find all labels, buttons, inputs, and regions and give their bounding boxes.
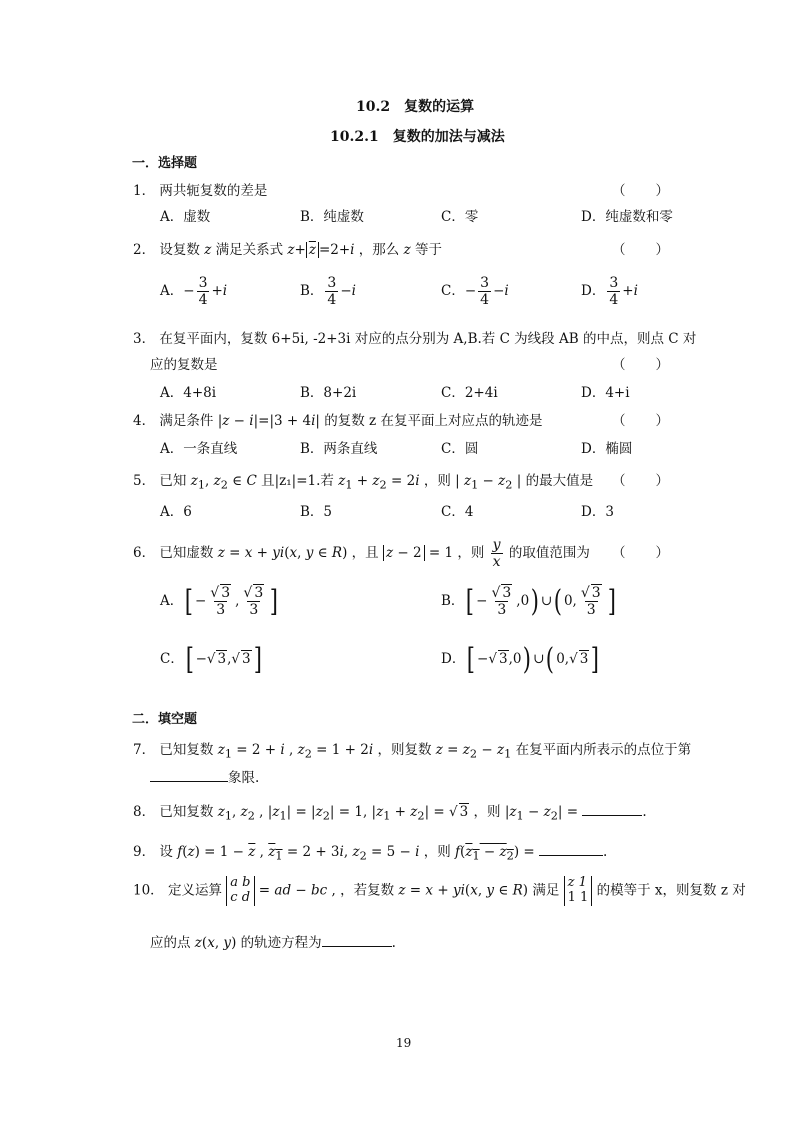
option-d: D．椭圆 [581,441,633,457]
question-text-post: ，则 [457,545,485,561]
option-d: D．3 [581,504,614,520]
option-b: B．8+2i [300,385,357,401]
chapter-title: 10.2 复数的运算 [356,99,475,115]
math-expr: $z = z_2 - z_1$ [435,742,512,761]
math-fraction: $\frac{y}{x}$ [492,537,501,570]
option-d: D．纯虚数和零 [581,209,673,225]
option-d: D． $\frac{3}{4}$ +i [581,275,638,308]
question-7 [133,738,691,761]
question-text-pre: 定义运算 [167,882,222,899]
question-number: 7． [133,742,156,758]
math-target: $|z_1 - z_2|$ = [504,804,579,823]
question-text-mid2: 满足 [532,882,560,899]
answer-paren: （ ） [612,183,670,199]
math-abs: | $z_1 - z_2$ | [455,473,526,492]
question-5 [133,469,593,492]
option-b: B．[ − $\frac{√ 3}{3}$ ,0) ∪( 0, $\frac{√ 3}{3}$ ] [441,584,616,619]
question-text-post: 在复平面内所表示的点位于第 [515,742,692,758]
question-6 [133,538,590,569]
math-condition: z − 2 = 1 [383,545,453,561]
answer-paren: （ ） [612,357,670,373]
question-9: 9． 设 $f(z) = 1 - \overline{z}$ , $z_1 = 2 + 3i$, $z_2 = 5 - i$ ，则 $f(z_1 - z_2)$ = . [133,844,608,863]
option-d: D．[ −√ 3,0) ∪( 0,√ 3] [441,642,600,677]
option-c: C．零 [441,209,479,225]
math-definitions: $f(z) = 1 - \overline{z}$ , $z_1 = 2 + 3i$, $z_2 = 5 - i$ [177,844,420,863]
option-c: C．圆 [441,441,479,457]
math-z: z [204,242,216,258]
math-def: = ad − bc , [258,882,341,899]
question-number: 3． [133,331,156,347]
question-text-post: 的复数 z 在复平面上对应点的轨迹是 [324,413,543,429]
option-c: C．4 [441,504,474,520]
option-a: A．4+8i [160,385,217,401]
question-text-mid: ，且 [351,545,379,561]
question-text-pre: 满足条件 [159,413,214,429]
option-b: B． $\frac{3}{4}$ −i [300,275,356,308]
section-title: 10.2.1 复数的加法与减法 [330,129,505,145]
option-b: B．纯虚数 [300,209,364,225]
question-2 [133,238,442,258]
option-a: A．虚数 [160,209,211,225]
question-text-end: 的最大值是 [525,473,594,489]
option-c: C．[ −√ 3,√ 3] [160,642,262,677]
math-z: z [403,242,415,258]
question-text-mid: 满足关系式 [215,242,284,258]
question-text-post: 的模等于 x，则复数 z 对 [596,882,746,899]
math-set: $z_1$, $z_2$ ∈ C [190,473,257,492]
question-text-pre: 已知虚数 [159,545,214,561]
option-a: A．6 [160,504,192,520]
math-condition: |z − i|=|3 + 4i| [217,413,325,429]
page-number: 19 [396,1036,412,1050]
answer-blank[interactable] [539,855,603,856]
math-equation: $z_1 + z_2 = 2i$ [338,473,420,492]
question-text-pre: 设 [159,844,173,860]
question-text: 在复平面内，复数 6+5i, -2+3i 对应的点分别为 A,B.若 C 为线段 AB 的中点，则点 C 对 [159,331,697,347]
question-8: 8． 已知复数 $z_1$, $z_2$ , $|z_1| = |z_2| = 1$, $|z_1 + z_2|$ = √ 3 ，则 $|z_1 - z_2|$ = . [133,804,647,823]
answer-blank[interactable] [150,781,228,782]
question-number: 10． [133,882,164,899]
question-number: 6． [133,545,156,561]
question-text-post: ，那么 [358,242,400,258]
question-number: 5． [133,473,156,489]
math-conditions: $z_1$, $z_2$ , $|z_1| = |z_2| = 1$, $|z_1 + z_2|$ = √ 3 [217,804,469,823]
option-b: B．两条直线 [300,441,378,457]
math-equation: $z+ \overline{z} =2+i$ [287,242,355,258]
question-7-line2: 象限. [150,766,259,786]
question-text-mid: 且|z₁|=1.若 [261,473,334,489]
option-c: C．2+4i [441,385,498,401]
question-text-post: ，则 [473,804,501,820]
math-z-def: z = x + yi(x, y ∈ R) [217,545,348,561]
question-1 [133,179,267,199]
answer-paren: （ ） [612,242,670,258]
question-number: 1． [133,183,156,199]
question-10 [133,876,746,906]
option-a: A．[ − $\frac{√ 3}{3}$ , $\frac{√ 3}{3}$ ] [160,584,279,619]
answer-paren: （ ） [612,413,670,429]
question-text: 两共轭复数的差是 [159,183,268,199]
math-values: $z_1 = 2 + i$ , $z_2 = 1 + 2i$ [217,742,374,761]
question-number: 2． [133,242,156,258]
question-text-pre: 已知复数 [159,804,214,820]
answer-paren: （ ） [612,545,670,561]
question-text-mid: ，若复数 [340,882,395,899]
question-number: 8． [133,804,156,820]
option-a: A．一条直线 [160,441,238,457]
part1-heading: 一．选择题 [132,156,198,171]
determinant: a b c d [226,876,254,906]
question-text-pre: 已知复数 [159,742,214,758]
answer-paren: （ ） [612,473,670,489]
question-text-end: 的取值范围为 [508,545,590,561]
question-number: 9． [133,844,156,860]
part2-heading: 二．填空题 [132,712,198,727]
question-3 [133,327,696,347]
determinant-z: z 1 1 1 [564,876,593,906]
option-a: A．− $\frac{3}{4}$ +i [160,275,228,308]
math-z-def: z = x + yi(x, y ∈ R) [398,882,533,899]
answer-blank[interactable] [582,815,642,816]
question-text-pre: 已知 [159,473,187,489]
option-c: C．− $\frac{3}{4}$ −i [441,275,509,308]
question-10-line2: 应的点 z(x, y) 的轨迹方程为 . [150,935,396,951]
question-text-post: ，则 [423,844,451,860]
math-target: $f(z_1 - z_2)$ = [455,844,535,863]
question-number: 4． [133,413,156,429]
question-text-mid: ，则复数 [377,742,432,758]
option-b: B．5 [300,504,333,520]
question-text-pre: 设复数 [159,242,200,258]
question-text-end: 等于 [415,242,442,258]
question-3-line2: 应的复数是 [150,357,218,373]
question-text-post: ，则 [423,473,451,489]
option-d: D．4+i [581,385,630,401]
answer-blank[interactable] [322,946,392,947]
question-4 [133,409,542,429]
